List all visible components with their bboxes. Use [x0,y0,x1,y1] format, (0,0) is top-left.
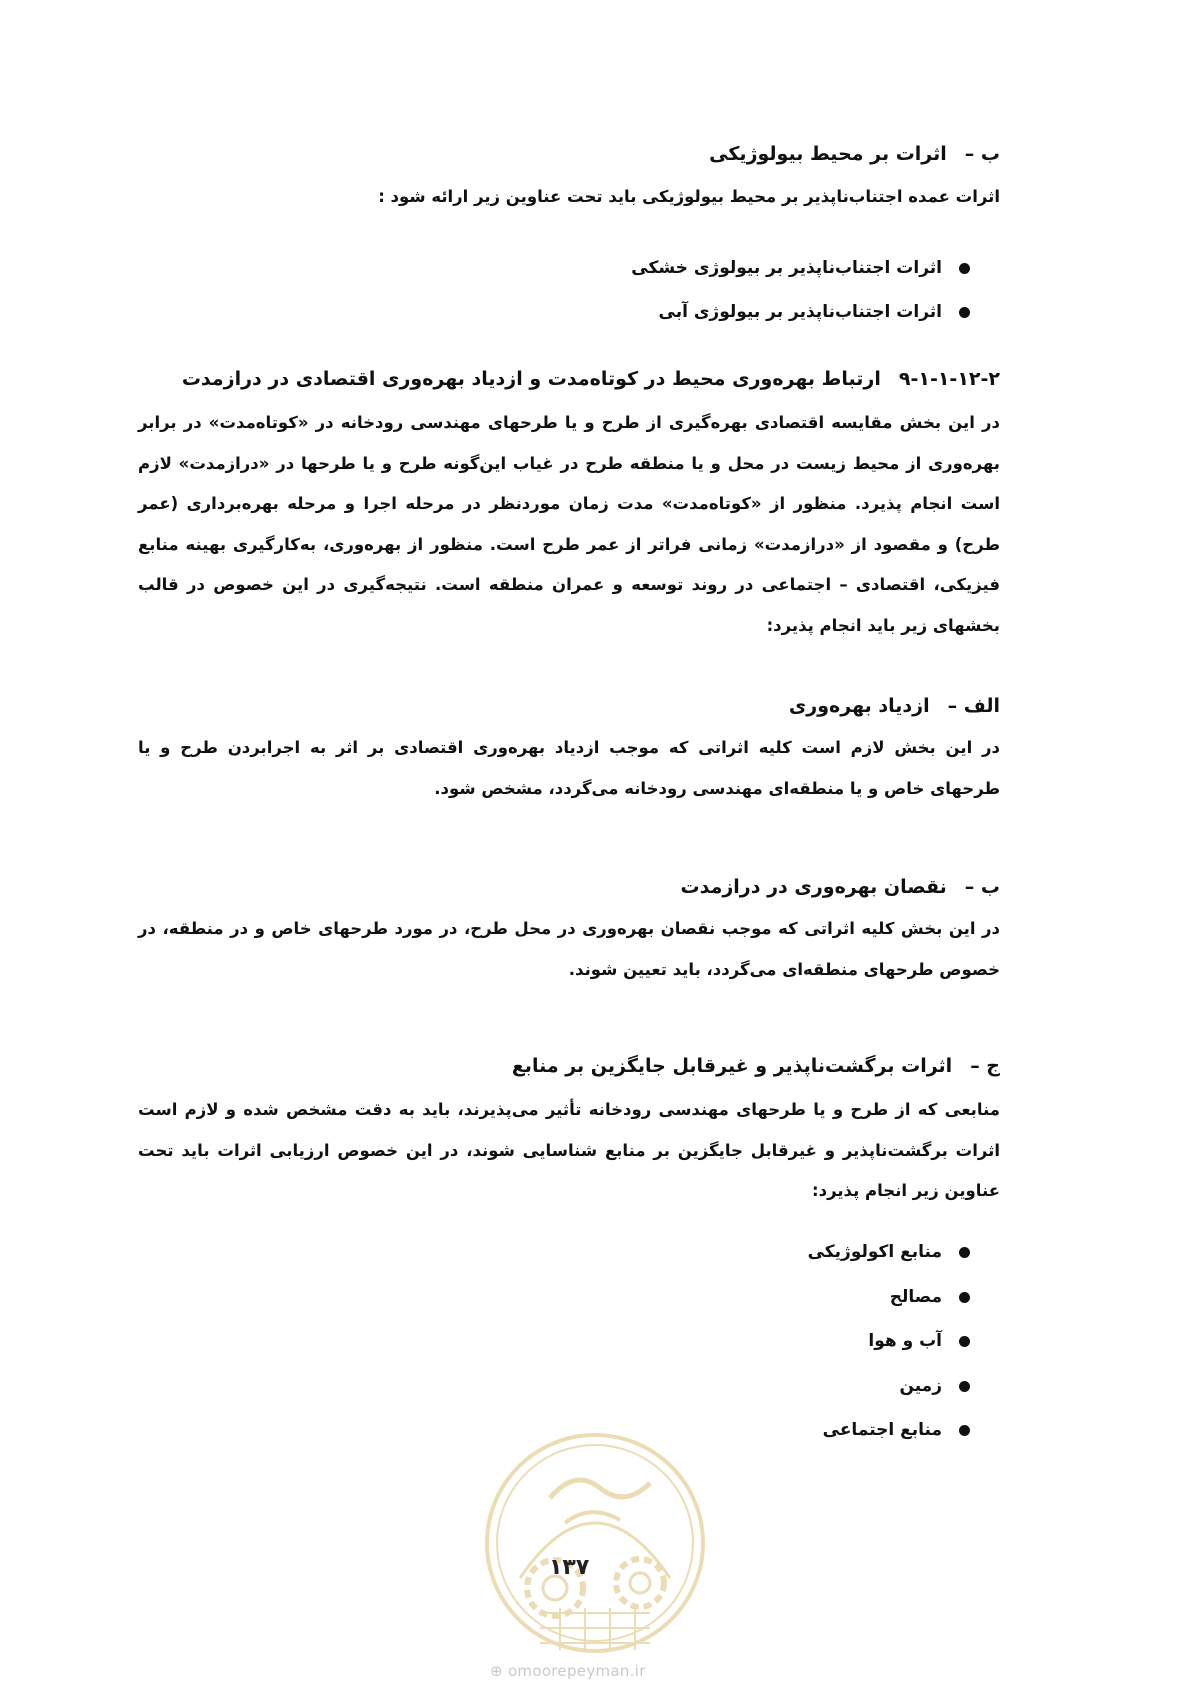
section-title: اثرات بر محیط بیولوژیکی [709,143,947,165]
be-body-paragraph: در این بخش کلیه اثراتی که موجب نقصان بهره‌وری در محل طرح، در مورد طرحهای خاص و در منطقه، در خصوص طرحهای منطقه‌ای می‌گردد، باید تعیین شوند. [138,919,1000,979]
section-title: اثرات برگشت‌ناپذیر و غیرقابل جایگزین بر منابع [511,1055,953,1077]
section-heading-be [681,876,1000,898]
globe-icon: ⊕ [490,1662,503,1680]
omoore-peyman-logo-icon [480,1428,710,1658]
jim-body-paragraph: منابعی که از طرح و یا طرحهای مهندسی رودخانه تأثیر می‌پذیرند، باید به دقت مشخص شده و لازم است اثرات برگشت‌ناپذیر و غیرقابل جایگزین بر منابع شناسایی شوند، در این خصوص ارزیابی اثرات باید تحت عناوین زیر انجام پذیرد: [138,1100,1000,1200]
section-label: الف – [947,695,1000,717]
section-title: ازدیاد بهره‌وری [788,695,930,717]
section-label: ب – [964,876,1000,898]
list-item: منابع اجتماعی [808,1408,1000,1453]
bullet-icon [959,1292,970,1303]
list-item: زمین [808,1364,1000,1409]
section-title: نقصان بهره‌وری در درازمدت [680,876,947,898]
section-label: ج – [970,1055,1000,1077]
section-heading-main [182,368,1000,390]
alef-body-paragraph: در این بخش لازم است کلیه اثراتی که موجب ازدیاد بهره‌وری اقتصادی بر اثر به اجرابردن طرح و یا طرحهای خاص و یا منطقه‌ای مهندسی رودخانه می‌گردد، مشخص شود. [138,738,1000,798]
main-body-paragraph: در این بخش مقایسه اقتصادی بهره‌گیری از طرح و یا طرحهای مهندسی رودخانه در «کوتاه‌مدت» در برابر بهره‌وری از محیط زیست در محل و یا منطقه طرح در غیاب این‌گونه طرح و یا طرحها در «درازمدت» لازم است انجام پذیرد. منظور از «کوتاه‌مدت» مدت زمان موردنظر در مرحله اجرا و مرحله بهره‌برداری (عمر طرح) و مقصود از «درازمدت» زمانی فراتر از عمر طرح است. منظور از بهره‌وری، به‌کارگیری بهینه منابع فیزیکی، اقتصادی – اجتماعی در روند توسعه و عمران منطقه است. نتیجه‌گیری در این خصوص در قالب بخشهای زیر باید انجام پذیرد: [138,413,1000,635]
list-item: آب و هوا [808,1319,1000,1364]
section-heading-jim [512,1055,1000,1077]
bio-bullet-list [631,246,1000,334]
bio-intro-paragraph: اثرات عمده اجتناب‌ناپذیر بر محیط بیولوژیکی باید تحت عناوین زیر ارائه شود : [378,187,1000,206]
bullet-icon [959,1336,970,1347]
watermark-site-text: ⊕ omoorepeyman.ir [490,1662,646,1680]
resources-bullet-list [808,1230,1000,1453]
bullet-icon [959,1381,970,1392]
section-label: ب – [964,143,1000,165]
list-item: مصالح [808,1275,1000,1320]
bullet-icon [959,263,970,274]
section-title: ارتباط بهره‌وری محیط در کوتاه‌مدت و ازدیاد بهره‌وری اقتصادی در درازمدت [181,368,881,390]
bullet-icon [959,1247,970,1258]
bullet-icon [959,1425,970,1436]
section-number: ۹-۱-۱-۱۲-۲ [898,368,1000,390]
page-number: ۱۳۷ [549,1555,590,1580]
list-item: اثرات اجتناب‌ناپذیر بر بیولوژی آبی [631,290,1000,334]
list-item: منابع اکولوژیکی [808,1230,1000,1275]
list-item: اثرات اجتناب‌ناپذیر بر بیولوژی خشکی [631,246,1000,290]
bullet-icon [959,307,970,318]
section-heading-alef [789,695,1000,717]
section-heading-bio [709,143,1000,165]
